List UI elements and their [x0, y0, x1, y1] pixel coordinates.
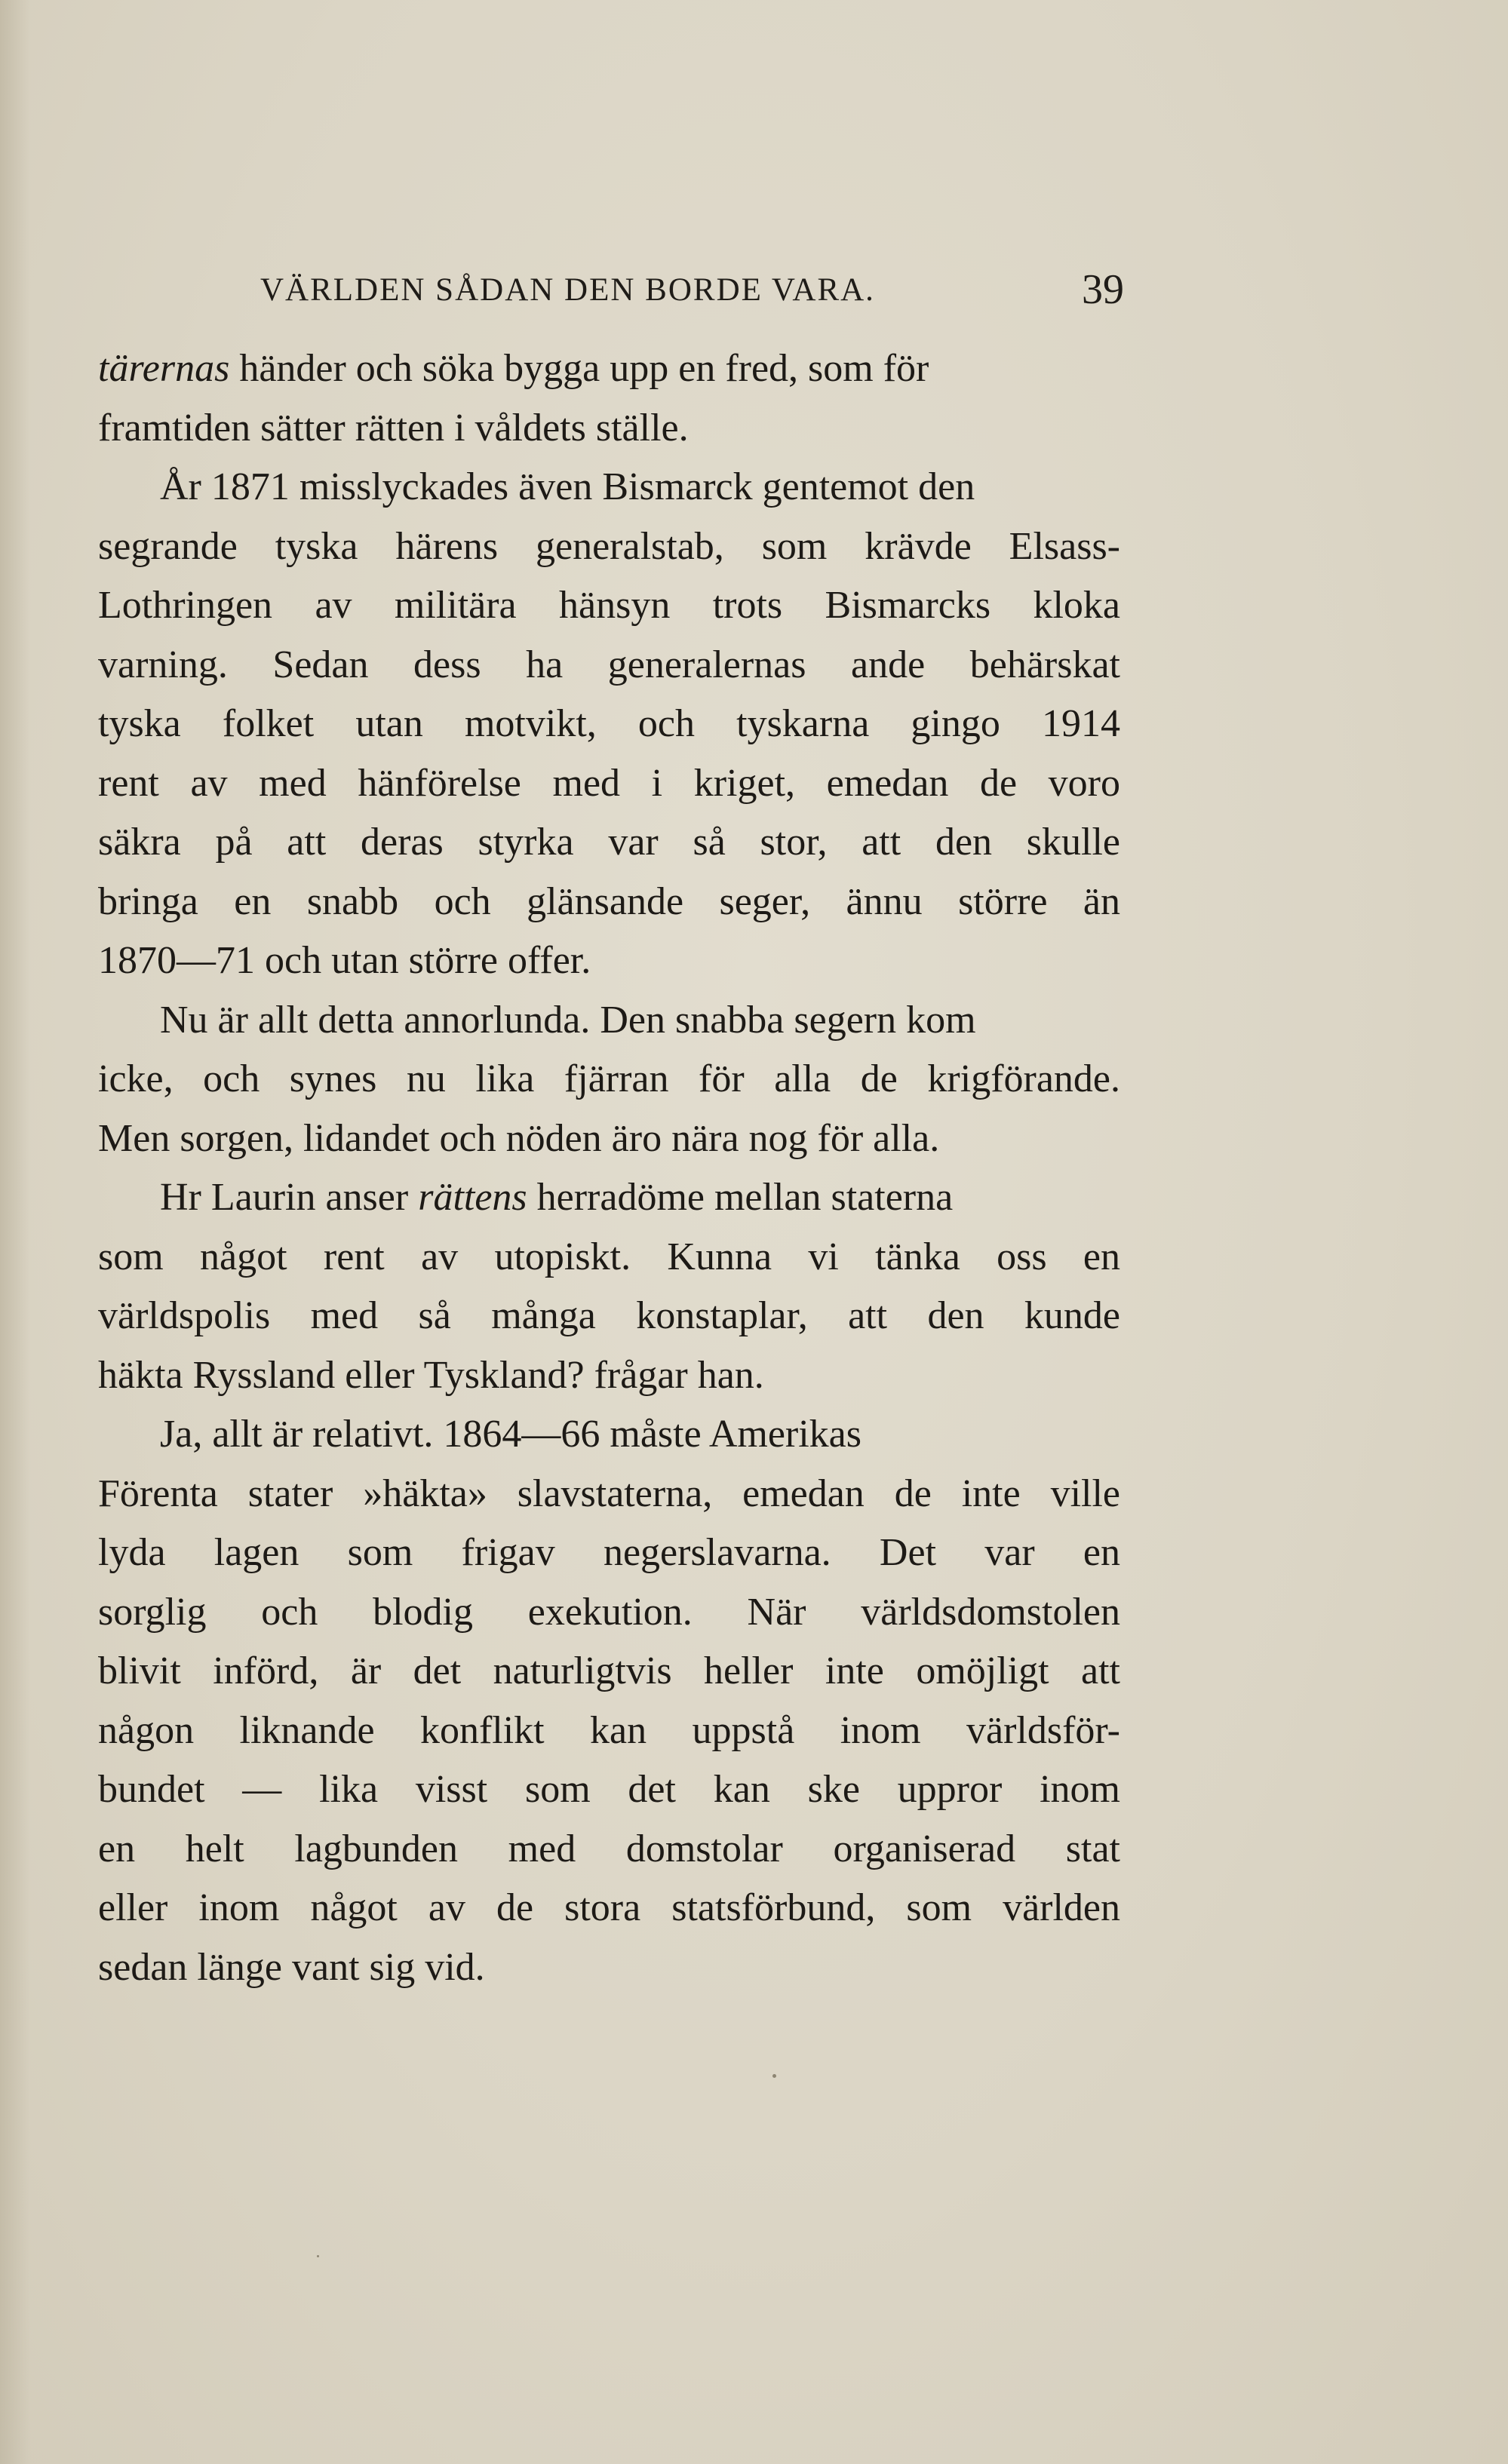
text-line: Ja, allt är relativt. 1864—66 måste Amerikas [160, 1413, 861, 1456]
text-line: bundet — lika visst som det kan ske uppror inom [98, 1768, 1120, 1811]
text-line: 1870—71 och utan större offer. [98, 939, 591, 982]
text-line: Hr Laurin anser rättens herradöme mellan staterna [160, 1176, 954, 1219]
gutter-shadow [0, 0, 30, 2464]
text-line: Nu är allt detta annorlunda. Den snabba segern kom [160, 998, 976, 1042]
text-line: säkra på att deras styrka var så stor, att den skulle [98, 821, 1120, 864]
text-line: Förenta stater »häkta» slavstaterna, emedan de inte ville [98, 1471, 1120, 1515]
text-line: varning. Sedan dess ha generalernas ande behärskat [98, 643, 1120, 686]
page-number: 39 [1082, 266, 1124, 313]
text-line: rent av med hänförelse med i kriget, emedan de voro [98, 761, 1120, 805]
text-line: sorglig och blodig exekution. När världsdomstolen [98, 1590, 1120, 1634]
text-line: icke, och synes nu lika fjärran för alla de krigförande. [98, 1057, 1120, 1100]
text-line: tyska folket utan motvikt, och tyskarna gingo 1914 [98, 702, 1120, 745]
text-line: lyda lagen som frigav negerslavarna. Det var en [98, 1531, 1120, 1574]
text-line: eller inom något av de stora statsförbund, som världen [98, 1886, 1120, 1929]
text-line: någon liknande konflikt kan uppstå inom världsför- [98, 1708, 1120, 1752]
text-line: Lothringen av militära hänsyn trots Bismarcks kloka [98, 584, 1120, 627]
text-line: häkta Ryssland eller Tyskland? frågar han. [98, 1353, 764, 1397]
italic-word: tärernas [98, 347, 230, 390]
text-line: tärernas händer och söka bygga upp en fred, som för [98, 347, 929, 390]
text-line: Men sorgen, lidandet och nöden äro nära nog för alla. [98, 1116, 940, 1160]
text-line: framtiden sätter rätten i våldets ställe. [98, 406, 689, 450]
text-line: År 1871 misslyckades även Bismarck gentemot den [160, 465, 975, 508]
running-title: VÄRLDEN SÅDAN DEN BORDE VARA. [260, 272, 875, 308]
paper-speck [317, 2255, 319, 2257]
text-line: världspolis med så många konstaplar, att den kunde [98, 1294, 1120, 1337]
text-line: blivit införd, är det naturligtvis heller inte omöjligt att [98, 1649, 1120, 1692]
text-line: som något rent av utopiskt. Kunna vi tänka oss en [98, 1235, 1120, 1278]
italic-word: rättens [418, 1176, 527, 1219]
text-line: segrande tyska härens generalstab, som krävde Elsass- [98, 524, 1120, 568]
text-line: en helt lagbunden med domstolar organiserad stat [98, 1827, 1120, 1870]
paper-speck [772, 2074, 776, 2078]
text-line: bringa en snabb och glänsande seger, ännu större än [98, 879, 1120, 923]
page-header [260, 265, 1124, 318]
text-line: sedan länge vant sig vid. [98, 1945, 485, 1989]
body-text [98, 339, 1120, 1997]
